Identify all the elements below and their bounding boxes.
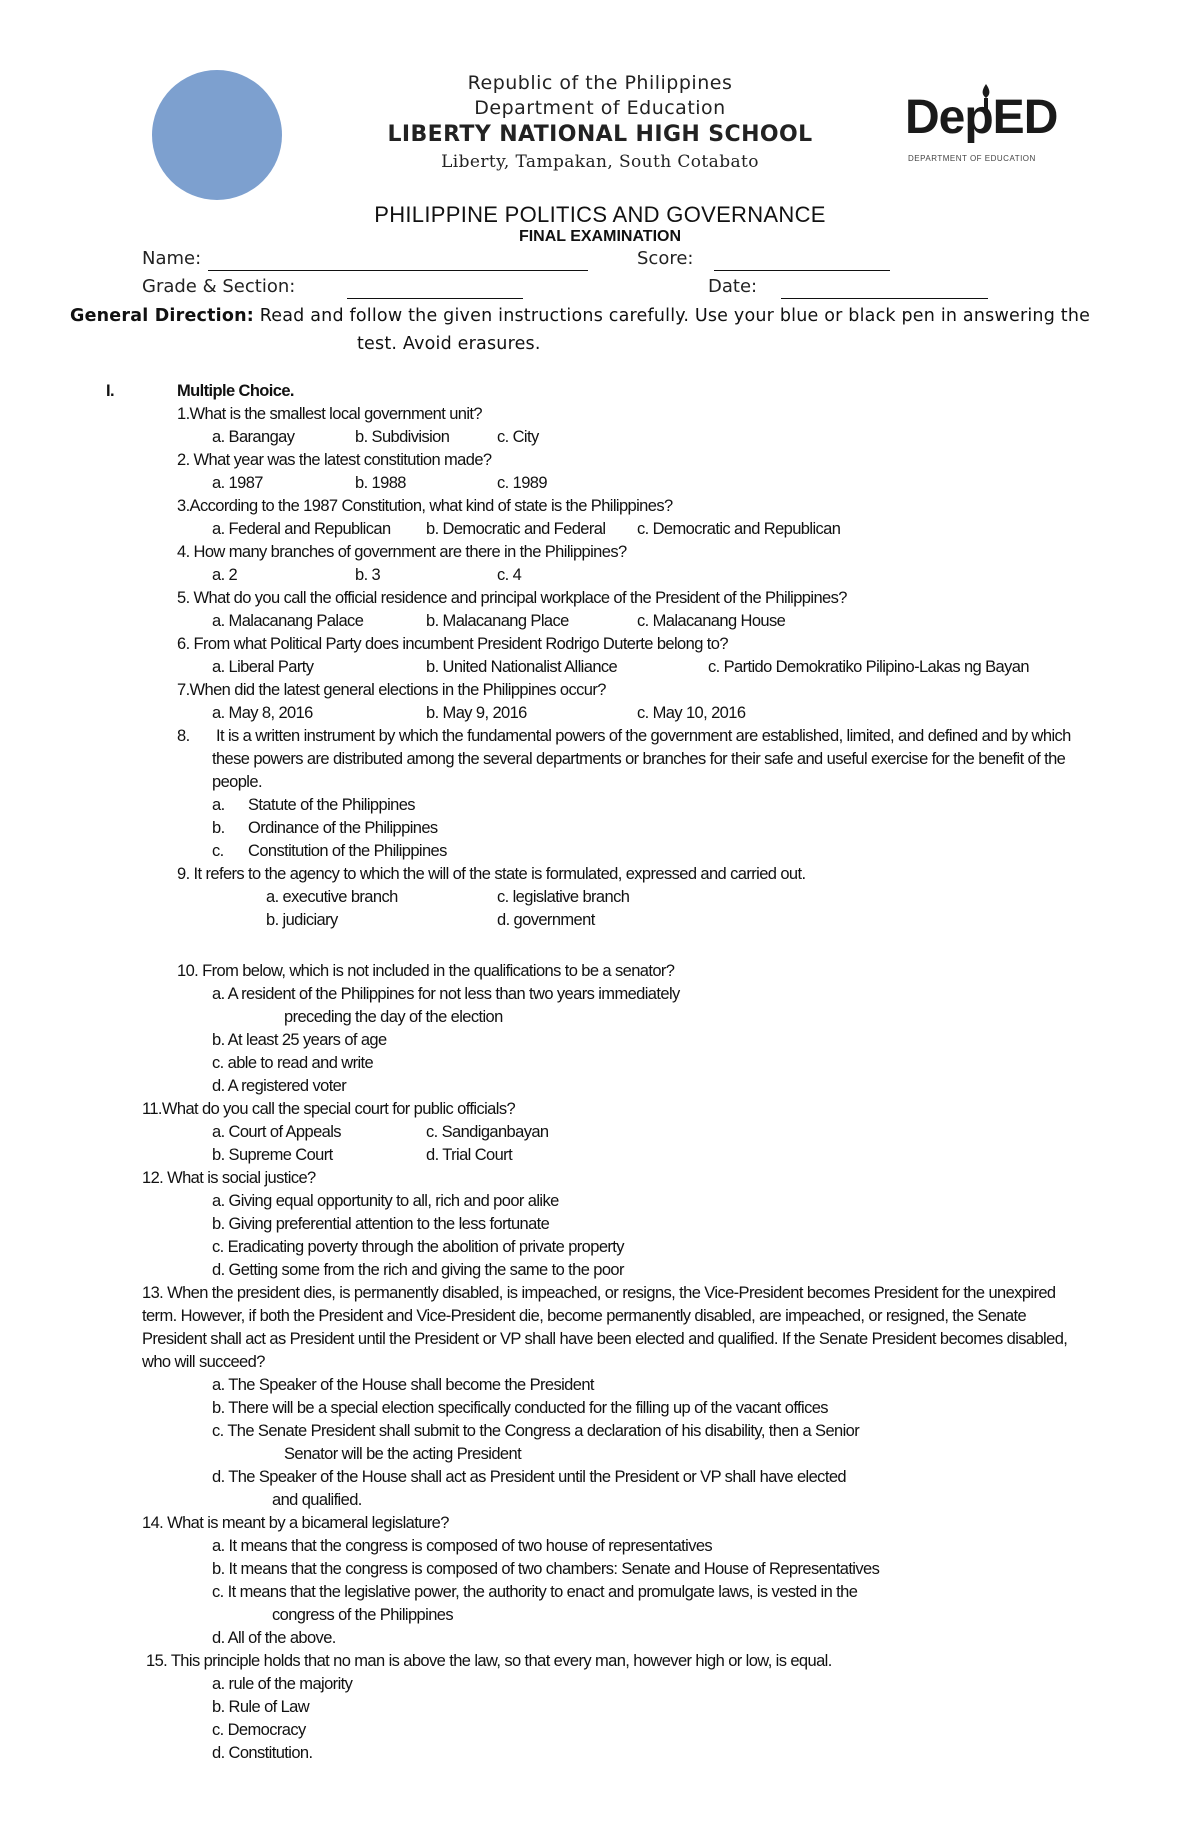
choice: d. All of the above. [212, 1629, 336, 1647]
choice: c. Democratic and Republican [637, 520, 841, 538]
question: people. [212, 773, 262, 791]
choice: b. Democratic and Federal [426, 520, 606, 538]
choice: a. Liberal Party [212, 658, 314, 676]
choice: a. rule of the majority [212, 1675, 353, 1693]
section-title: Multiple Choice. [177, 382, 294, 400]
choice: a. Giving equal opportunity to all, rich and poor alike [212, 1192, 559, 1210]
choice: b. Rule of Law [212, 1698, 310, 1716]
choice: c. legislative branch [497, 888, 630, 906]
question: 4. How many branches of government are there in the Philippines? [177, 543, 627, 561]
choice: c. Malacanang House [637, 612, 786, 630]
question: 13. When the president dies, is permanently disabled, is impeached, or resigns, the Vice-President becomes President for the unexpired [142, 1284, 1056, 1302]
choice: a. Court of Appeals [212, 1123, 341, 1141]
name-input-line[interactable] [208, 270, 588, 271]
question: term. However, if both the President and Vice-President die, become permanently disabled, are impeached, or resigned, the Senate [142, 1307, 1027, 1325]
question: 7.When did the latest general elections in the Philippines occur? [177, 681, 606, 699]
department-line: Department of Education [474, 97, 726, 119]
choice: c. Democracy [212, 1721, 306, 1739]
exam-type: FINAL EXAMINATION [518, 228, 682, 245]
choice: b. Supreme Court [212, 1146, 333, 1164]
choice-letter: b. [212, 819, 225, 837]
question: 15. This principle holds that no man is above the law, so that every man, however high or low, is equal. [146, 1652, 832, 1670]
school-name: LIBERTY NATIONAL HIGH SCHOOL [387, 122, 813, 147]
choice: d. A registered voter [212, 1077, 347, 1095]
choice: d. Getting some from the rich and giving the same to the poor [212, 1261, 624, 1279]
direction-text-cont: test. Avoid erasures. [357, 334, 541, 354]
score-label: Score: [637, 248, 694, 269]
choice: Constitution of the Philippines [248, 842, 447, 860]
choice: b. It means that the congress is composed of two chambers: Senate and House of Representatives [212, 1560, 880, 1578]
choice: c. 1989 [497, 474, 547, 492]
grade-section-input-line[interactable] [347, 298, 523, 299]
choice: a. May 8, 2016 [212, 704, 313, 722]
date-input-line[interactable] [781, 298, 988, 299]
question: 6. From what Political Party does incumbent President Rodrigo Duterte belong to? [177, 635, 728, 653]
exam-subject: PHILIPPINE POLITICS AND GOVERNANCE [374, 202, 826, 227]
question: 2. What year was the latest constitution made? [177, 451, 492, 469]
question-number: 8. [177, 727, 190, 745]
deped-logo-subtext: DEPARTMENT OF EDUCATION [908, 154, 1036, 163]
choice: d. Constitution. [212, 1744, 313, 1762]
question: 11.What do you call the special court for public officials? [142, 1100, 516, 1118]
question: 9. It refers to the agency to which the will of the state is formulated, expressed and carried out. [177, 865, 806, 883]
choice: b. 1988 [355, 474, 406, 492]
question: who will succeed? [142, 1353, 265, 1371]
choice: congress of the Philippines [272, 1606, 454, 1624]
direction-text: Read and follow the given instructions carefully. Use your blue or black pen in answering the [259, 306, 1091, 326]
deped-logo [905, 82, 1065, 172]
choice: a. A resident of the Philippines for not less than two years immediately [212, 985, 680, 1003]
question: 12. What is social justice? [142, 1169, 316, 1187]
date-label: Date: [708, 276, 758, 297]
choice: a. Malacanang Palace [212, 612, 364, 630]
direction-label: General Direction: [70, 306, 254, 326]
choice: c. It means that the legislative power, the authority to enact and promulgate laws, is vested in the [212, 1583, 858, 1601]
choice-letter: a. [212, 796, 225, 814]
choice: Senator will be the acting President [284, 1445, 522, 1463]
choice: and qualified. [272, 1491, 362, 1509]
choice: c. Sandiganbayan [426, 1123, 549, 1141]
choice: d. government [497, 911, 595, 929]
choice: a. 2 [212, 566, 238, 584]
choice: b. At least 25 years of age [212, 1031, 387, 1049]
republic-line: Republic of the Philippines [467, 72, 733, 94]
general-direction [70, 302, 1130, 358]
choice: d. The Speaker of the House shall act as President until the President or VP shall have elected [212, 1468, 846, 1486]
choice: c. 4 [497, 566, 522, 584]
choice-letter: c. [212, 842, 224, 860]
choice: a. 1987 [212, 474, 263, 492]
choice: b. There will be a special election specifically conducted for the filling up of the vacant offices [212, 1399, 828, 1417]
deped-logo-text: DepED [905, 91, 1058, 144]
question: 14. What is meant by a bicameral legislature? [142, 1514, 449, 1532]
choice: c. May 10, 2016 [637, 704, 746, 722]
score-input-line[interactable] [714, 270, 890, 271]
question: 10. From below, which is not included in the qualifications to be a senator? [177, 962, 675, 980]
choice: a. Federal and Republican [212, 520, 391, 538]
question: these powers are distributed among the several departments or branches for their safe and useful exercise for the benefit of the [212, 750, 1066, 768]
question: 3.According to the 1987 Constitution, what kind of state is the Philippines? [177, 497, 673, 515]
choice: b. United Nationalist Alliance [426, 658, 618, 676]
choice: a. The Speaker of the House shall become the President [212, 1376, 594, 1394]
choice: c. The Senate President shall submit to the Congress a declaration of his disability, then a Senior [212, 1422, 860, 1440]
choice: a. It means that the congress is composed of two house of representatives [212, 1537, 713, 1555]
grade-section-label: Grade & Section: [142, 276, 296, 297]
choice: preceding the day of the election [284, 1008, 503, 1026]
choice: a. Barangay [212, 428, 295, 446]
choice: d. Trial Court [426, 1146, 513, 1164]
question: 5. What do you call the official residence and principal workplace of the President of the Philippines? [177, 589, 847, 607]
choice: Ordinance of the Philippines [248, 819, 438, 837]
question: It is a written instrument by which the fundamental powers of the government are established, limited, and defined and by which [216, 727, 1071, 745]
choice: b. 3 [355, 566, 381, 584]
school-address: Liberty, Tampakan, South Cotabato [441, 152, 759, 172]
choice: b. Giving preferential attention to the less fortunate [212, 1215, 550, 1233]
choice: b. Subdivision [355, 428, 450, 446]
choice: c. Partido Demokratiko Pilipino-Lakas ng Bayan [708, 658, 1029, 676]
choice: c. City [497, 428, 539, 446]
choice: b. Malacanang Place [426, 612, 569, 630]
choice: c. able to read and write [212, 1054, 374, 1072]
name-label: Name: [142, 248, 202, 269]
choice: b. judiciary [266, 911, 338, 929]
choice: a. executive branch [266, 888, 398, 906]
section-number: I. [106, 382, 114, 400]
choice: Statute of the Philippines [248, 796, 415, 814]
choice: c. Eradicating poverty through the abolition of private property [212, 1238, 624, 1256]
choice: b. May 9, 2016 [426, 704, 527, 722]
question: 1.What is the smallest local government unit? [177, 405, 482, 423]
question: President shall act as President until the President or VP shall have been elected and qualified. If the Senate President becomes disabled, [142, 1330, 1068, 1348]
